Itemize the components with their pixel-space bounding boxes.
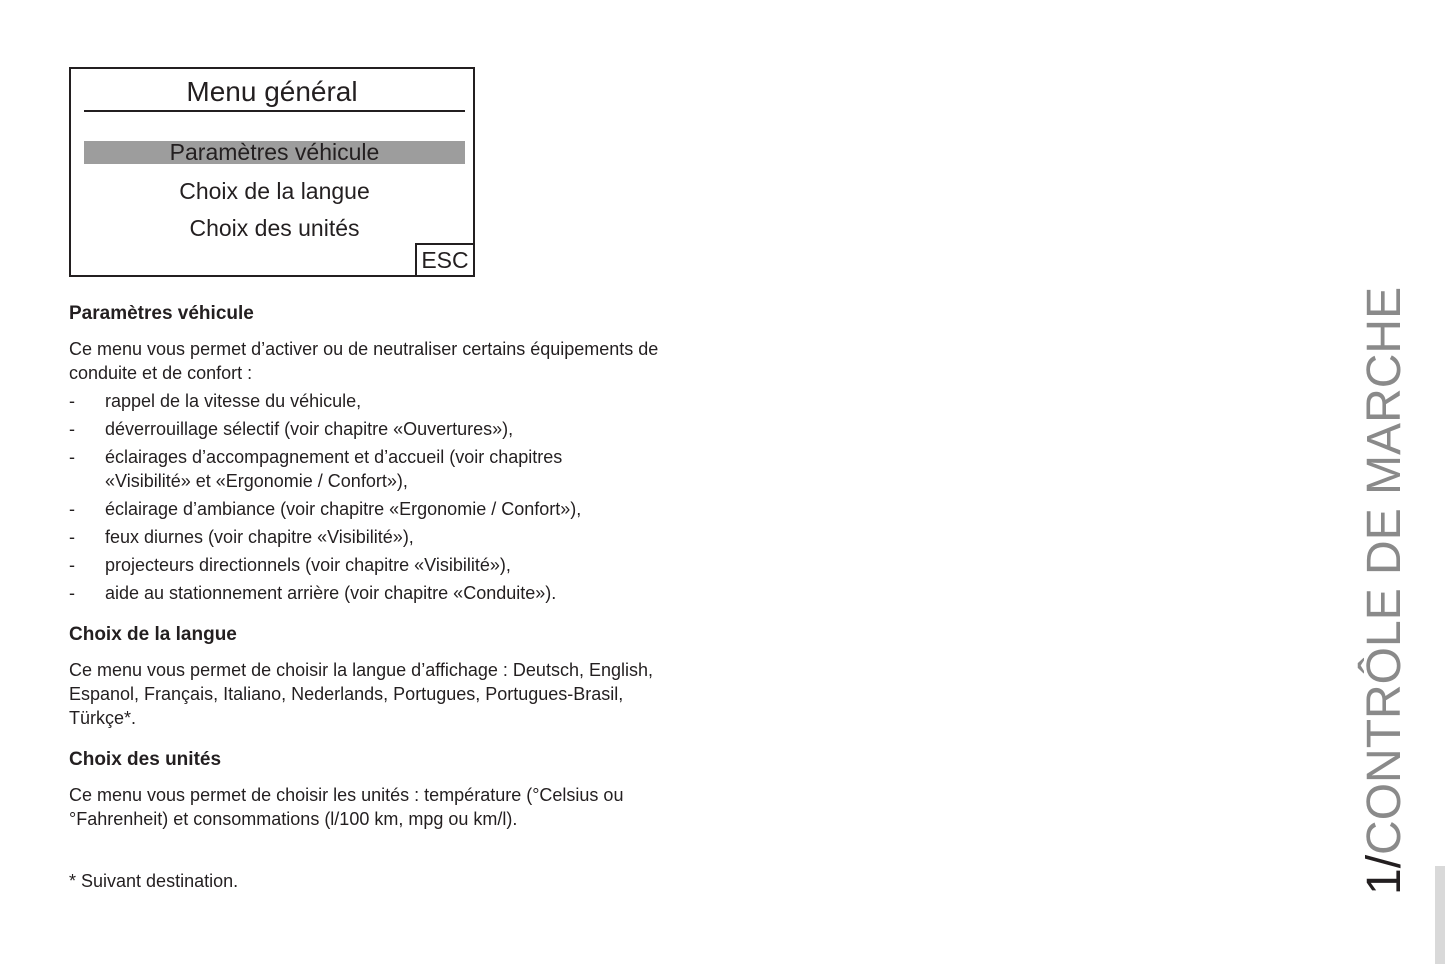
list-item: - éclairage d’ambiance (voir chapitre «Ergonomie / Confort»),	[69, 499, 582, 519]
section-text-language: Ce menu vous permet de choisir la langue d’affichage : Deutsch, English, Espanol, Français, Italiano, Nederlands, Portugues, Portugues-Brasil, Türkçe*.	[69, 660, 653, 728]
chapter-label	[1360, 287, 1410, 895]
vehicle-settings-list	[69, 389, 699, 609]
list-item: - rappel de la vitesse du véhicule,	[69, 391, 362, 411]
menu-item-language[interactable]: Choix de la langue	[179, 178, 370, 204]
list-item: - éclairages d’accompagnement et d’accueil (voir chapitres «Visibilité» et «Ergonomie / Confort»),	[69, 447, 563, 491]
section-intro-vehicle: Ce menu vous permet d’activer ou de neutraliser certains équipements de conduite et de confort :	[69, 339, 659, 383]
list-item: - feux diurnes (voir chapitre «Visibilité»),	[69, 527, 414, 547]
section-text-units: Ce menu vous permet de choisir les unités : température (°Celsius ou °Fahrenheit) et consommations (l/100 km, mpg ou km/l).	[69, 785, 624, 829]
screen-title: Menu général	[186, 76, 358, 107]
section-heading-vehicle: Paramètres véhicule	[69, 303, 254, 324]
esc-button[interactable]: ESC	[415, 243, 475, 277]
list-item: - aide au stationnement arrière (voir chapitre «Conduite»).	[69, 583, 557, 603]
menu-item-vehicle-settings[interactable]: Paramètres véhicule	[84, 141, 465, 164]
list-item: - déverrouillage sélectif (voir chapitre «Ouvertures»),	[69, 419, 514, 439]
section-heading-units: Choix des unités	[69, 749, 222, 770]
menu-screen	[69, 67, 475, 277]
footnote: * Suivant destination.	[69, 871, 239, 891]
list-item: - projecteurs directionnels (voir chapitre «Visibilité»),	[69, 555, 511, 575]
chapter-title: CONTRÔLE DE MARCHE	[1358, 286, 1411, 855]
section-heading-language: Choix de la langue	[69, 624, 237, 645]
chapter-number: 1/	[1358, 854, 1411, 895]
menu-item-units[interactable]: Choix des unités	[189, 215, 360, 241]
title-divider	[84, 110, 465, 112]
page-edge-tab	[1435, 866, 1445, 964]
